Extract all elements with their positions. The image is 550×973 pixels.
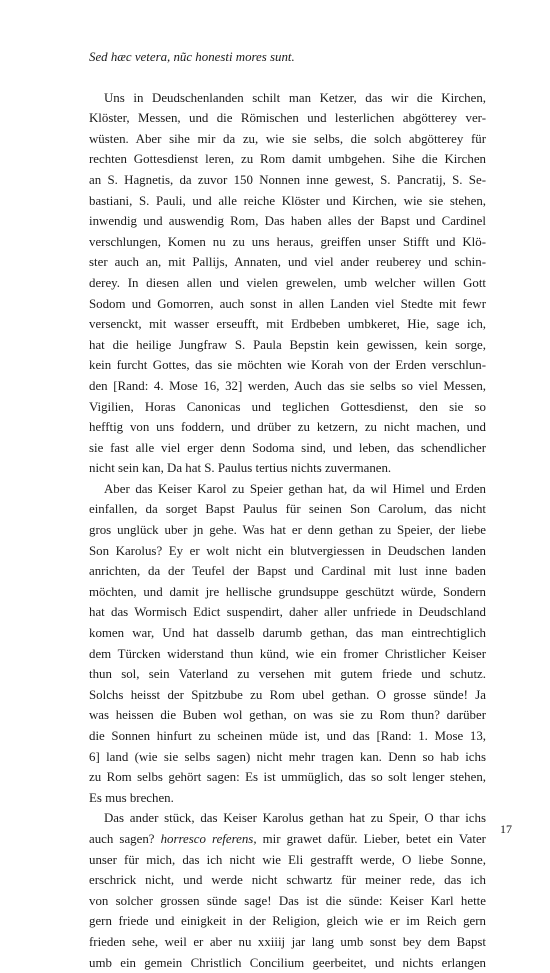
text-line: derey. In diesen allen und vielen grewelen, umb welcher willen Gott bbox=[89, 275, 486, 290]
text-line: 6] land (wie sie selbs sagen) nicht mehr tragen kan. Denn so hab ichs bbox=[89, 749, 486, 764]
text-line: erschrick nicht, und werde nicht schwartz für meiner rede, das ich bbox=[89, 873, 486, 888]
text-line: Das ander stück, das Keiser Karolus gethan hat zu Speir, O thar ichs bbox=[104, 811, 486, 826]
text-line: hat die heilige Jungfraw S. Paula Bepstin kein gewissen, kein sorge, bbox=[89, 337, 486, 352]
text-line: Aber das Keiser Karol zu Speier gethan hat, da wil Himel und Erden bbox=[104, 481, 486, 496]
text-line: Son Karolus? Ey er wolt nicht ein blutvergiessen in Deudschen landen bbox=[89, 543, 486, 558]
text-line: Solchs heisst der Spitzbube zu Rom ubel gethan. O grosse sünde! Ja bbox=[89, 687, 486, 702]
text-line: Klöster, Messen, und die Römischen und lesterlichen abgötterey ver- bbox=[89, 111, 486, 126]
text-line: möchten, und damit jre hellische grundsuppe geschützt würde, Sondern bbox=[89, 584, 486, 599]
text-line: bastiani, S. Pauli, und alle reiche Klöster und Kirchen, wie sie stehen, bbox=[89, 193, 486, 208]
document-page bbox=[74, 47, 486, 973]
text-line: komen war, Und hat dasselb darumb gethan, das man eintrechtiglich bbox=[89, 626, 486, 641]
text-line: umb ein gemein Christlich Concilium geerbeitet, und nichts erlangen bbox=[89, 955, 486, 970]
text-line: ster auch an, mit Pallijs, Annaten, und viel ander reuberey und schin- bbox=[89, 255, 486, 270]
text-line: wüsten. Aber sihe mir da zu, wie sie selbs, die solch abgötterey für bbox=[89, 131, 486, 146]
text-line: anrichten, da der Teufel der Bapst und Cardinal mit lust inne baden bbox=[89, 564, 486, 579]
text-line: hefftig von uns foddern, und drüber zu ketzern, zu nicht machen, und bbox=[89, 420, 486, 435]
text-line bbox=[74, 829, 486, 850]
text-fragment: Lieber, betet ein Vater bbox=[363, 831, 486, 846]
text-line: inwendig und auswendig Rom, Das haben alles der Bapst und Cardinel bbox=[89, 214, 486, 229]
text-line: Es mus brechen. bbox=[89, 790, 174, 805]
page-number: 17 bbox=[500, 822, 512, 836]
paragraph-3 bbox=[74, 808, 486, 973]
text-line: gros unglück uber jn gehe. Was hat er denn gethan zu Speier, der liebe bbox=[89, 523, 486, 538]
text-line: thun sol, sein Vaterland zu versehen mit gutem friede und schutz. bbox=[89, 667, 486, 682]
text-line: von solcher grossen sünde sage! Das ist die sünde: Keiser Karl hette bbox=[89, 893, 486, 908]
text-line: gern friede und einigkeit in der Religion, gleich wie er im Reich gern bbox=[89, 914, 486, 929]
text-line: unser für mich, das ich nicht wie Eli gestrafft werde, O liebe Sonne, bbox=[89, 852, 486, 867]
paragraph-2 bbox=[74, 479, 486, 809]
text-line: hat das Wormisch Edict suspendirt, daher aller unfriede in Deudschland bbox=[89, 605, 486, 620]
motto-line: Sed hæc vetera, nũc honesti mores sunt. bbox=[89, 50, 295, 64]
text-line: kein furcht Gottes, das sie möchten wie Korah von der Erden verschlun- bbox=[89, 358, 486, 373]
text-line: verschlungen, Komen nu zu uns heraus, greiffen unser Stifft und Klö- bbox=[89, 234, 486, 249]
text-line: Vigilien, Horas Canonicas und teglichen Gottesdienst, den sie so bbox=[89, 399, 486, 414]
text-line: nicht sein kan, Da hat S. Paulus tertius nichts zuvermanen. bbox=[89, 461, 392, 476]
text-line: Sodom und Gomorren, auch sonst in allen Landen viel Stedte mit fewr bbox=[89, 296, 486, 311]
text-line: rechten Gottesdienst leren, zu Rom damit umbgehen. Sihe die Kirchen bbox=[89, 152, 486, 167]
text-line: sie fast alle viel erger denn Sodoma sind, und leben, das schendlicher bbox=[89, 440, 486, 455]
text-line: frieden sehe, weil er aber nu xxiiij jar lang umb sonst bey dem Bapst bbox=[89, 934, 486, 949]
text-line: Uns in Deudschenlanden schilt man Ketzer, das wir die Kirchen, bbox=[104, 90, 486, 105]
text-line: einfallen, da sorget Bapst Paulus für seinen Son Carolum, das nicht bbox=[89, 502, 486, 517]
text-line: versenckt, mit wasser erseufft, mit Erdbeben umbkeret, Hie, sage ich, bbox=[89, 317, 486, 332]
text-line: zu Rom selbs gehört sagen: Es ist ummüglich, das so solt lenger stehen, bbox=[89, 770, 486, 785]
text-line: dem Türcken widerstand thun künd, wie ein fromer Christlicher Keiser bbox=[89, 646, 486, 661]
paragraph-1 bbox=[74, 88, 486, 479]
text-line: die Sonnen hinfurt zu scheinen müde ist, und das [Rand: 1. Mose 13, bbox=[89, 729, 486, 743]
text-line: den [Rand: 4. Mose 16, 32] werden, Auch das sie selbs so viel Messen, bbox=[89, 378, 486, 393]
text-line: was heissen die Buben wol gethan, on was sie zu Rom thun? darüber bbox=[89, 708, 486, 723]
text-fragment: mir grawet dafür. bbox=[256, 831, 358, 846]
italic-phrase: horresco referens, bbox=[160, 831, 257, 846]
text-line: an S. Hagnetis, da zuvor 150 Nonnen inne gewest, S. Pancratij, S. Se- bbox=[89, 172, 486, 187]
text-fragment: auch sagen? bbox=[89, 831, 155, 846]
